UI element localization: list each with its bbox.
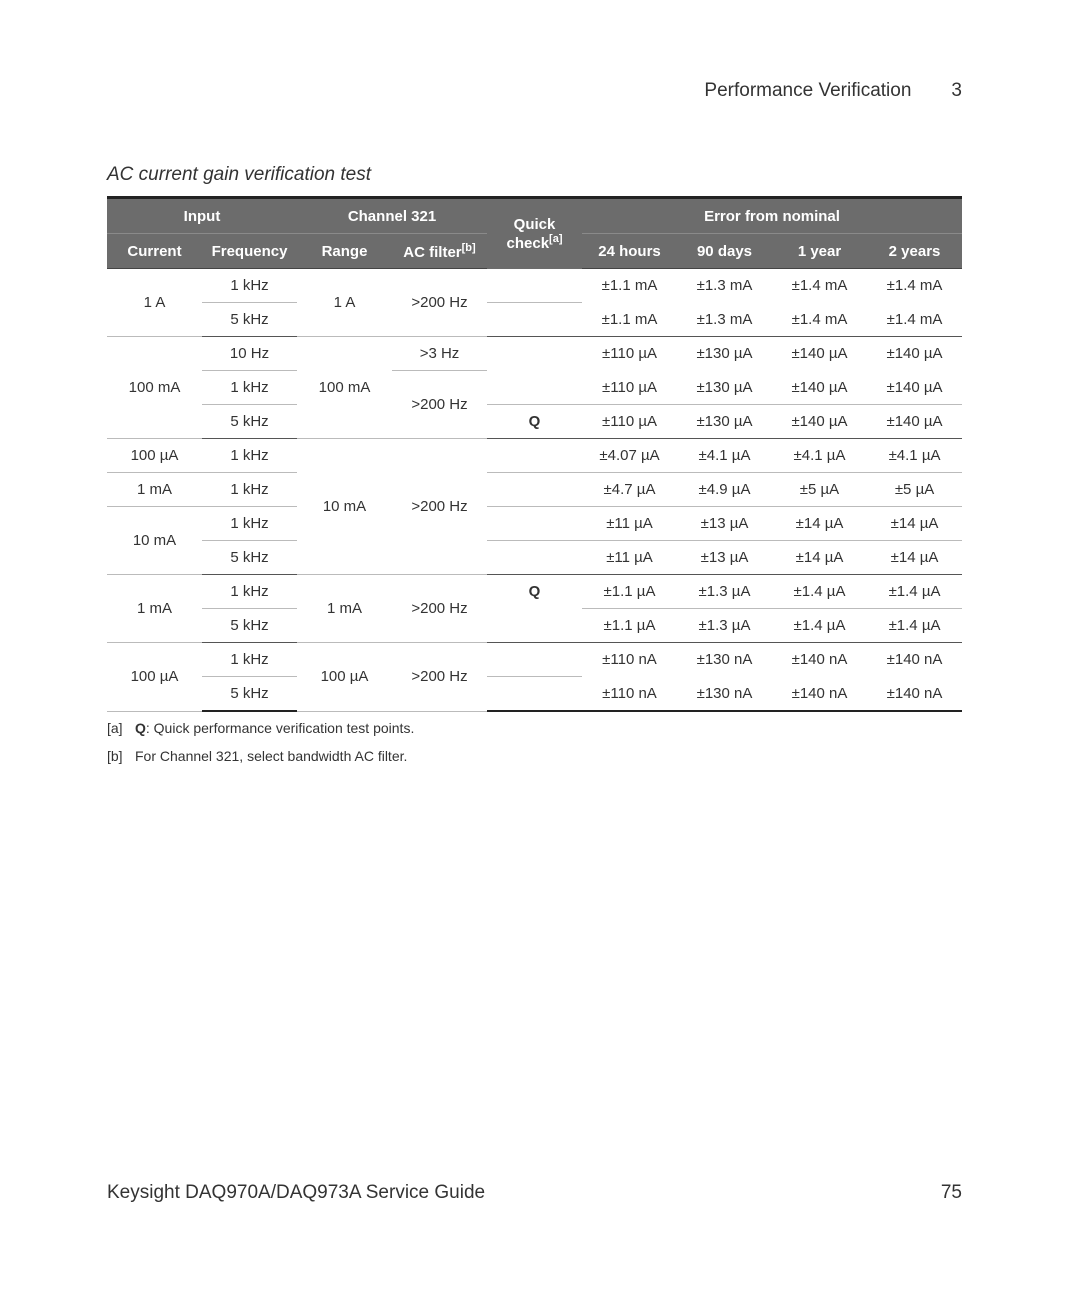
cell-error-24h: ±110 nA [582, 677, 677, 712]
cell-frequency: 1 kHz [202, 439, 297, 473]
cell-error-2y: ±14 µA [867, 507, 962, 541]
cell-error-2y: ±4.1 µA [867, 439, 962, 473]
cell-error-2y: ±1.4 mA [867, 303, 962, 337]
cell-error-1y: ±14 µA [772, 541, 867, 575]
header-input-group: Input [107, 198, 297, 234]
cell-frequency: 5 kHz [202, 541, 297, 575]
running-header [704, 80, 962, 102]
footnote-b [107, 748, 414, 776]
header-channel-group: Channel 321 [297, 198, 487, 234]
cell-error-2y: ±140 µA [886, 345, 943, 363]
cell-frequency: 5 kHz [202, 405, 297, 439]
cell-current: 1 mA [107, 575, 202, 643]
cell-quick-check [487, 269, 582, 303]
cell-range: 1 A [297, 269, 392, 337]
cell-error-1y: ±1.4 µA [772, 609, 867, 643]
cell-error-24h: ±110 nA [602, 651, 657, 669]
cell-error-1y: ±14 µA [772, 507, 867, 541]
table-row [107, 541, 962, 575]
cell-error-2y: ±140 µA [867, 405, 962, 439]
header-error-group: Error from nominal [582, 198, 962, 234]
table-row [107, 405, 962, 439]
table-row [107, 507, 962, 541]
footnote-tag: [a] [107, 720, 123, 736]
cell-error-24h: ±110 µA [582, 405, 677, 439]
cell-error-1y: ±1.4 mA [772, 303, 867, 337]
header-1-year: 1 year [772, 234, 867, 269]
cell-quick-check [487, 371, 582, 405]
check-label: check [506, 234, 550, 252]
cell-error-2y: ±1.4 µA [867, 609, 962, 643]
header-current: Current [107, 234, 202, 269]
table-caption: AC current gain verification test [107, 164, 372, 185]
table-row [107, 677, 962, 712]
page-number: 75 [940, 1182, 962, 1203]
cell-ac-filter: >200 Hz [392, 269, 487, 337]
cell-error-90d: ±1.3 mA [677, 303, 772, 337]
ac-current-gain-table [107, 196, 962, 712]
header-frequency: Frequency [202, 234, 297, 269]
cell-error-90d: ±130 nA [696, 651, 753, 669]
cell-error-1y: ±4.1 µA [772, 439, 867, 473]
cell-quick-check [487, 541, 582, 575]
cell-error-90d: ±4.1 µA [677, 439, 772, 473]
table-row [107, 575, 962, 609]
cell-error-90d: ±1.3 µA [677, 609, 772, 643]
cell-frequency: 5 kHz [202, 677, 297, 712]
cell-current: 100 mA [107, 337, 202, 439]
quick-label: Quick [513, 215, 556, 233]
cell-error-2y: ±140 nA [867, 677, 962, 712]
cell-error-2y: ±1.4 µA [867, 575, 962, 609]
table-row [107, 371, 962, 405]
cell-error-24h: ±1.1 µA [582, 575, 677, 609]
header-range: Range [297, 234, 392, 269]
cell-frequency: 10 Hz [202, 337, 297, 371]
cell-error-24h: ±1.1 mA [582, 303, 677, 337]
section-title: Performance Verification [704, 80, 912, 101]
cell-quick-check: Q [487, 405, 582, 439]
cell-error-1y: ±140 nA [791, 651, 848, 669]
table-row [107, 337, 962, 371]
footnote-bold: Q [135, 720, 146, 736]
table-row [107, 609, 962, 643]
cell-error-1y: ±140 nA [772, 677, 867, 712]
cell-range: 1 mA [297, 575, 392, 643]
cell-error-90d: ±13 µA [677, 507, 772, 541]
cell-quick-check [487, 303, 582, 337]
cell-ac-filter: >200 Hz [392, 371, 487, 439]
footnote-tag: [b] [107, 748, 123, 764]
ac-filter-label: AC filter [403, 243, 462, 261]
cell-frequency: 5 kHz [202, 609, 297, 643]
cell-error-24h: ±11 µA [582, 541, 677, 575]
cell-range: 100 µA [297, 643, 392, 712]
cell-error-90d: ±130 µA [677, 371, 772, 405]
table-row [107, 473, 962, 507]
cell-error-90d: ±130 nA [677, 677, 772, 712]
header-ac-filter [392, 234, 487, 269]
cell-range: 100 mA [297, 337, 392, 439]
ac-filter-footnote-ref: [b] [461, 241, 476, 254]
cell-ac-filter: >3 Hz [392, 337, 487, 371]
cell-frequency: 1 kHz [202, 507, 297, 541]
cell-ac-filter: >200 Hz [392, 439, 487, 575]
cell-frequency: 5 kHz [202, 303, 297, 337]
cell-error-1y: ±140 µA [791, 345, 848, 363]
table-row [107, 303, 962, 337]
cell-ac-filter: >200 Hz [392, 575, 487, 643]
cell-quick-check [487, 337, 582, 371]
cell-error-90d: ±1.3 µA [677, 575, 772, 609]
cell-current: 100 µA [107, 439, 202, 473]
cell-quick-check [487, 643, 582, 677]
footnote-text: For Channel 321, select bandwidth AC filter. [135, 748, 408, 764]
cell-error-24h: ±4.07 µA [582, 439, 677, 473]
cell-error-1y: ±1.4 µA [772, 575, 867, 609]
cell-quick-check [487, 609, 582, 643]
cell-error-90d: ±1.3 mA [696, 277, 753, 295]
cell-error-24h: ±110 µA [602, 345, 657, 363]
cell-error-2y: ±1.4 mA [886, 277, 943, 295]
footer-title: Keysight DAQ970A/DAQ973A Service Guide [107, 1182, 486, 1203]
cell-error-24h: ±110 µA [582, 371, 677, 405]
cell-error-24h: ±1.1 µA [582, 609, 677, 643]
cell-error-2y: ±14 µA [867, 541, 962, 575]
cell-error-1y: ±5 µA [772, 473, 867, 507]
table-row [107, 643, 962, 677]
cell-frequency: 1 kHz [202, 371, 297, 405]
footnotes [107, 720, 414, 776]
quick-footnote-ref: [a] [549, 232, 563, 245]
header-quick-check [487, 198, 582, 269]
cell-current: 100 µA [107, 643, 202, 712]
header-24-hours: 24 hours [582, 234, 677, 269]
cell-frequency: 1 kHz [202, 269, 297, 303]
table-row [107, 269, 962, 303]
cell-error-1y: ±1.4 mA [791, 277, 848, 295]
header-90-days: 90 days [677, 234, 772, 269]
cell-error-90d: ±130 µA [696, 345, 753, 363]
header-2-years: 2 years [867, 234, 962, 269]
footnote-a [107, 720, 414, 748]
cell-error-90d: ±13 µA [677, 541, 772, 575]
cell-quick-check [487, 677, 582, 712]
cell-quick-check [487, 439, 582, 473]
cell-error-24h: ±4.7 µA [582, 473, 677, 507]
cell-quick-check [487, 473, 582, 507]
cell-error-1y: ±140 µA [772, 371, 867, 405]
cell-current: 1 A [107, 269, 202, 337]
cell-frequency: 1 kHz [202, 473, 297, 507]
table-row [107, 439, 962, 473]
cell-error-90d: ±130 µA [677, 405, 772, 439]
cell-frequency: 1 kHz [202, 575, 297, 609]
chapter-number: 3 [951, 80, 962, 101]
cell-frequency: 1 kHz [202, 643, 297, 677]
cell-error-2y: ±140 µA [867, 371, 962, 405]
footnote-text: : Quick performance verification test points. [145, 720, 415, 736]
cell-current: 1 mA [107, 473, 202, 507]
cell-current: 10 mA [107, 507, 202, 575]
cell-error-2y: ±140 nA [886, 651, 943, 669]
cell-error-90d: ±4.9 µA [677, 473, 772, 507]
cell-quick-check: Q [528, 583, 541, 601]
cell-range: 10 mA [297, 439, 392, 575]
cell-ac-filter: >200 Hz [392, 643, 487, 712]
cell-error-2y: ±5 µA [867, 473, 962, 507]
cell-quick-check [487, 507, 582, 541]
cell-error-24h: ±1.1 mA [601, 277, 658, 295]
header-row-groups [107, 198, 962, 234]
cell-error-1y: ±140 µA [772, 405, 867, 439]
cell-error-24h: ±11 µA [582, 507, 677, 541]
